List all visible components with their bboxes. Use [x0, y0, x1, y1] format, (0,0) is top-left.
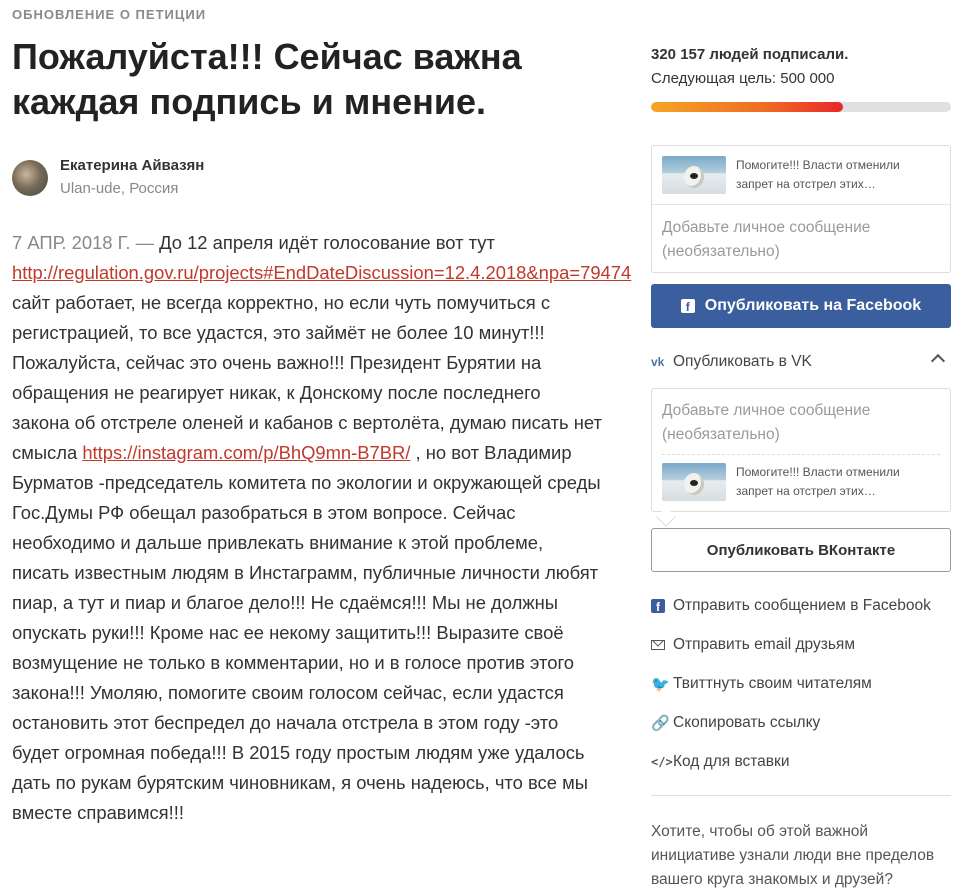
- vk-share-box: [651, 388, 951, 512]
- share-item-label: Код для вставки: [673, 752, 790, 770]
- avatar[interactable]: [12, 160, 48, 196]
- embed-code[interactable]: [651, 742, 951, 781]
- facebook-icon: f: [681, 299, 695, 313]
- vk-message-input[interactable]: Добавьте личное сообщение (необязательно): [662, 402, 871, 443]
- divider: [651, 795, 951, 796]
- share-item-label: Отправить email друзьям: [673, 635, 855, 653]
- share-email[interactable]: [651, 625, 951, 664]
- body-text-part-1: До 12 апреля идёт голосование вот тут: [153, 232, 495, 253]
- share-preview: [662, 156, 936, 194]
- preview-text: Помогите!!! Власти отменили запрет на отстрел этих…: [736, 465, 900, 498]
- instagram-link[interactable]: https://instagram.com/p/BhQ9mn-B7BR/: [82, 442, 411, 463]
- divider: [662, 454, 940, 455]
- body-text-part-2: сайт работает, не всегда корректно, но если чуть помучиться с регистрацией, то все удастся, это займёт не более 10 минут!!! Пожалуйста, сейчас это очень важно!!! Президент Бурятии на обращения не реагирует никак, к Донскому после последнего закона об отстреле оленей и кабанов с вертолёта, думаю писать нет смысла: [12, 292, 602, 463]
- author-location: Ulan-ude, Россия: [60, 180, 179, 197]
- divider: [652, 204, 950, 205]
- share-item-label: Твиттнуть своим читателям: [673, 674, 872, 692]
- promote-prompt: Хотите, чтобы об этой важной инициативе узнали люди вне пределов вашего круга знакомых и друзей?: [651, 823, 935, 888]
- next-goal: Следующая цель: 500 000: [651, 70, 835, 87]
- signature-count: 320 157 людей подписали.: [651, 46, 849, 63]
- envelope-icon: [651, 640, 665, 650]
- share-preview: [662, 463, 936, 501]
- share-twitter[interactable]: [651, 664, 951, 703]
- vk-header-label: Опубликовать в VK: [673, 353, 812, 370]
- update-title: Пожалуйста!!! Сейчас важна каждая подпись и мнение.: [12, 36, 522, 122]
- publish-facebook-button[interactable]: [651, 284, 951, 328]
- share-item-label: Скопировать ссылку: [673, 713, 821, 731]
- regulation-link[interactable]: http://regulation.gov.ru/projects#EndDateDiscussion=12.4.2018&npa=79474: [12, 262, 632, 283]
- author-block: [12, 156, 204, 200]
- publish-vk-button[interactable]: Опубликовать ВКонтакте: [651, 528, 951, 572]
- update-date: 7 АПР. 2018 Г. —: [12, 232, 154, 253]
- update-label: ОБНОВЛЕНИЕ О ПЕТИЦИИ: [12, 7, 207, 22]
- publish-facebook-label: Опубликовать на Facebook: [704, 297, 922, 314]
- vk-section-toggle[interactable]: [651, 350, 951, 374]
- share-facebook-message[interactable]: [651, 586, 951, 625]
- share-item-label: Отправить сообщением в Facebook: [673, 596, 931, 614]
- facebook-icon: f: [651, 599, 665, 613]
- body-text-part-3: , но вот Владимир Бурматов -председатель комитета по экологии и окружающей среды Гос.Думы РФ обещал разобраться в этом вопросе. Сейчас необходимо и дальше привлекать внимание к этой проблеме, писать известным людям в Инстаграмм, публичные личности любят пиар, а тут и пиар и благое дело!!! Не сдаёмся!!! Мы не должны опускать руки!!! Кроме нас ее некому защитить!!! Выразите своё возмущение не только в комментарии, но и в голосе против этого закона!!! Умоляю, помогите своим голосом сейчас, если удастся остановить этот беспредел до начала отстрела в этом году -это будет огромная победа!!! В 2015 году простым людям уже удалось дать по рукам бурятским чиновникам, я очень надеюсь, что все мы вместе справимся!!!: [12, 442, 601, 823]
- update-body: [12, 228, 632, 828]
- author-name[interactable]: Екатерина Айвазян: [60, 157, 205, 174]
- signature-progress-bar: [651, 102, 951, 112]
- share-options: [651, 586, 951, 781]
- twitter-icon: 🐦: [651, 675, 670, 693]
- seal-thumbnail: [662, 156, 726, 194]
- facebook-share-box: [651, 145, 951, 273]
- facebook-message-input[interactable]: Добавьте личное сообщение (необязательно): [662, 219, 871, 260]
- copy-link[interactable]: [651, 703, 951, 742]
- link-icon: 🔗: [651, 714, 670, 732]
- seal-thumbnail: [662, 463, 726, 501]
- progress-fill: [651, 102, 843, 112]
- vk-icon: vk: [651, 355, 665, 369]
- preview-text: Помогите!!! Власти отменили запрет на отстрел этих…: [736, 158, 900, 191]
- code-icon: </>: [651, 754, 673, 769]
- chevron-up-icon[interactable]: [931, 354, 945, 368]
